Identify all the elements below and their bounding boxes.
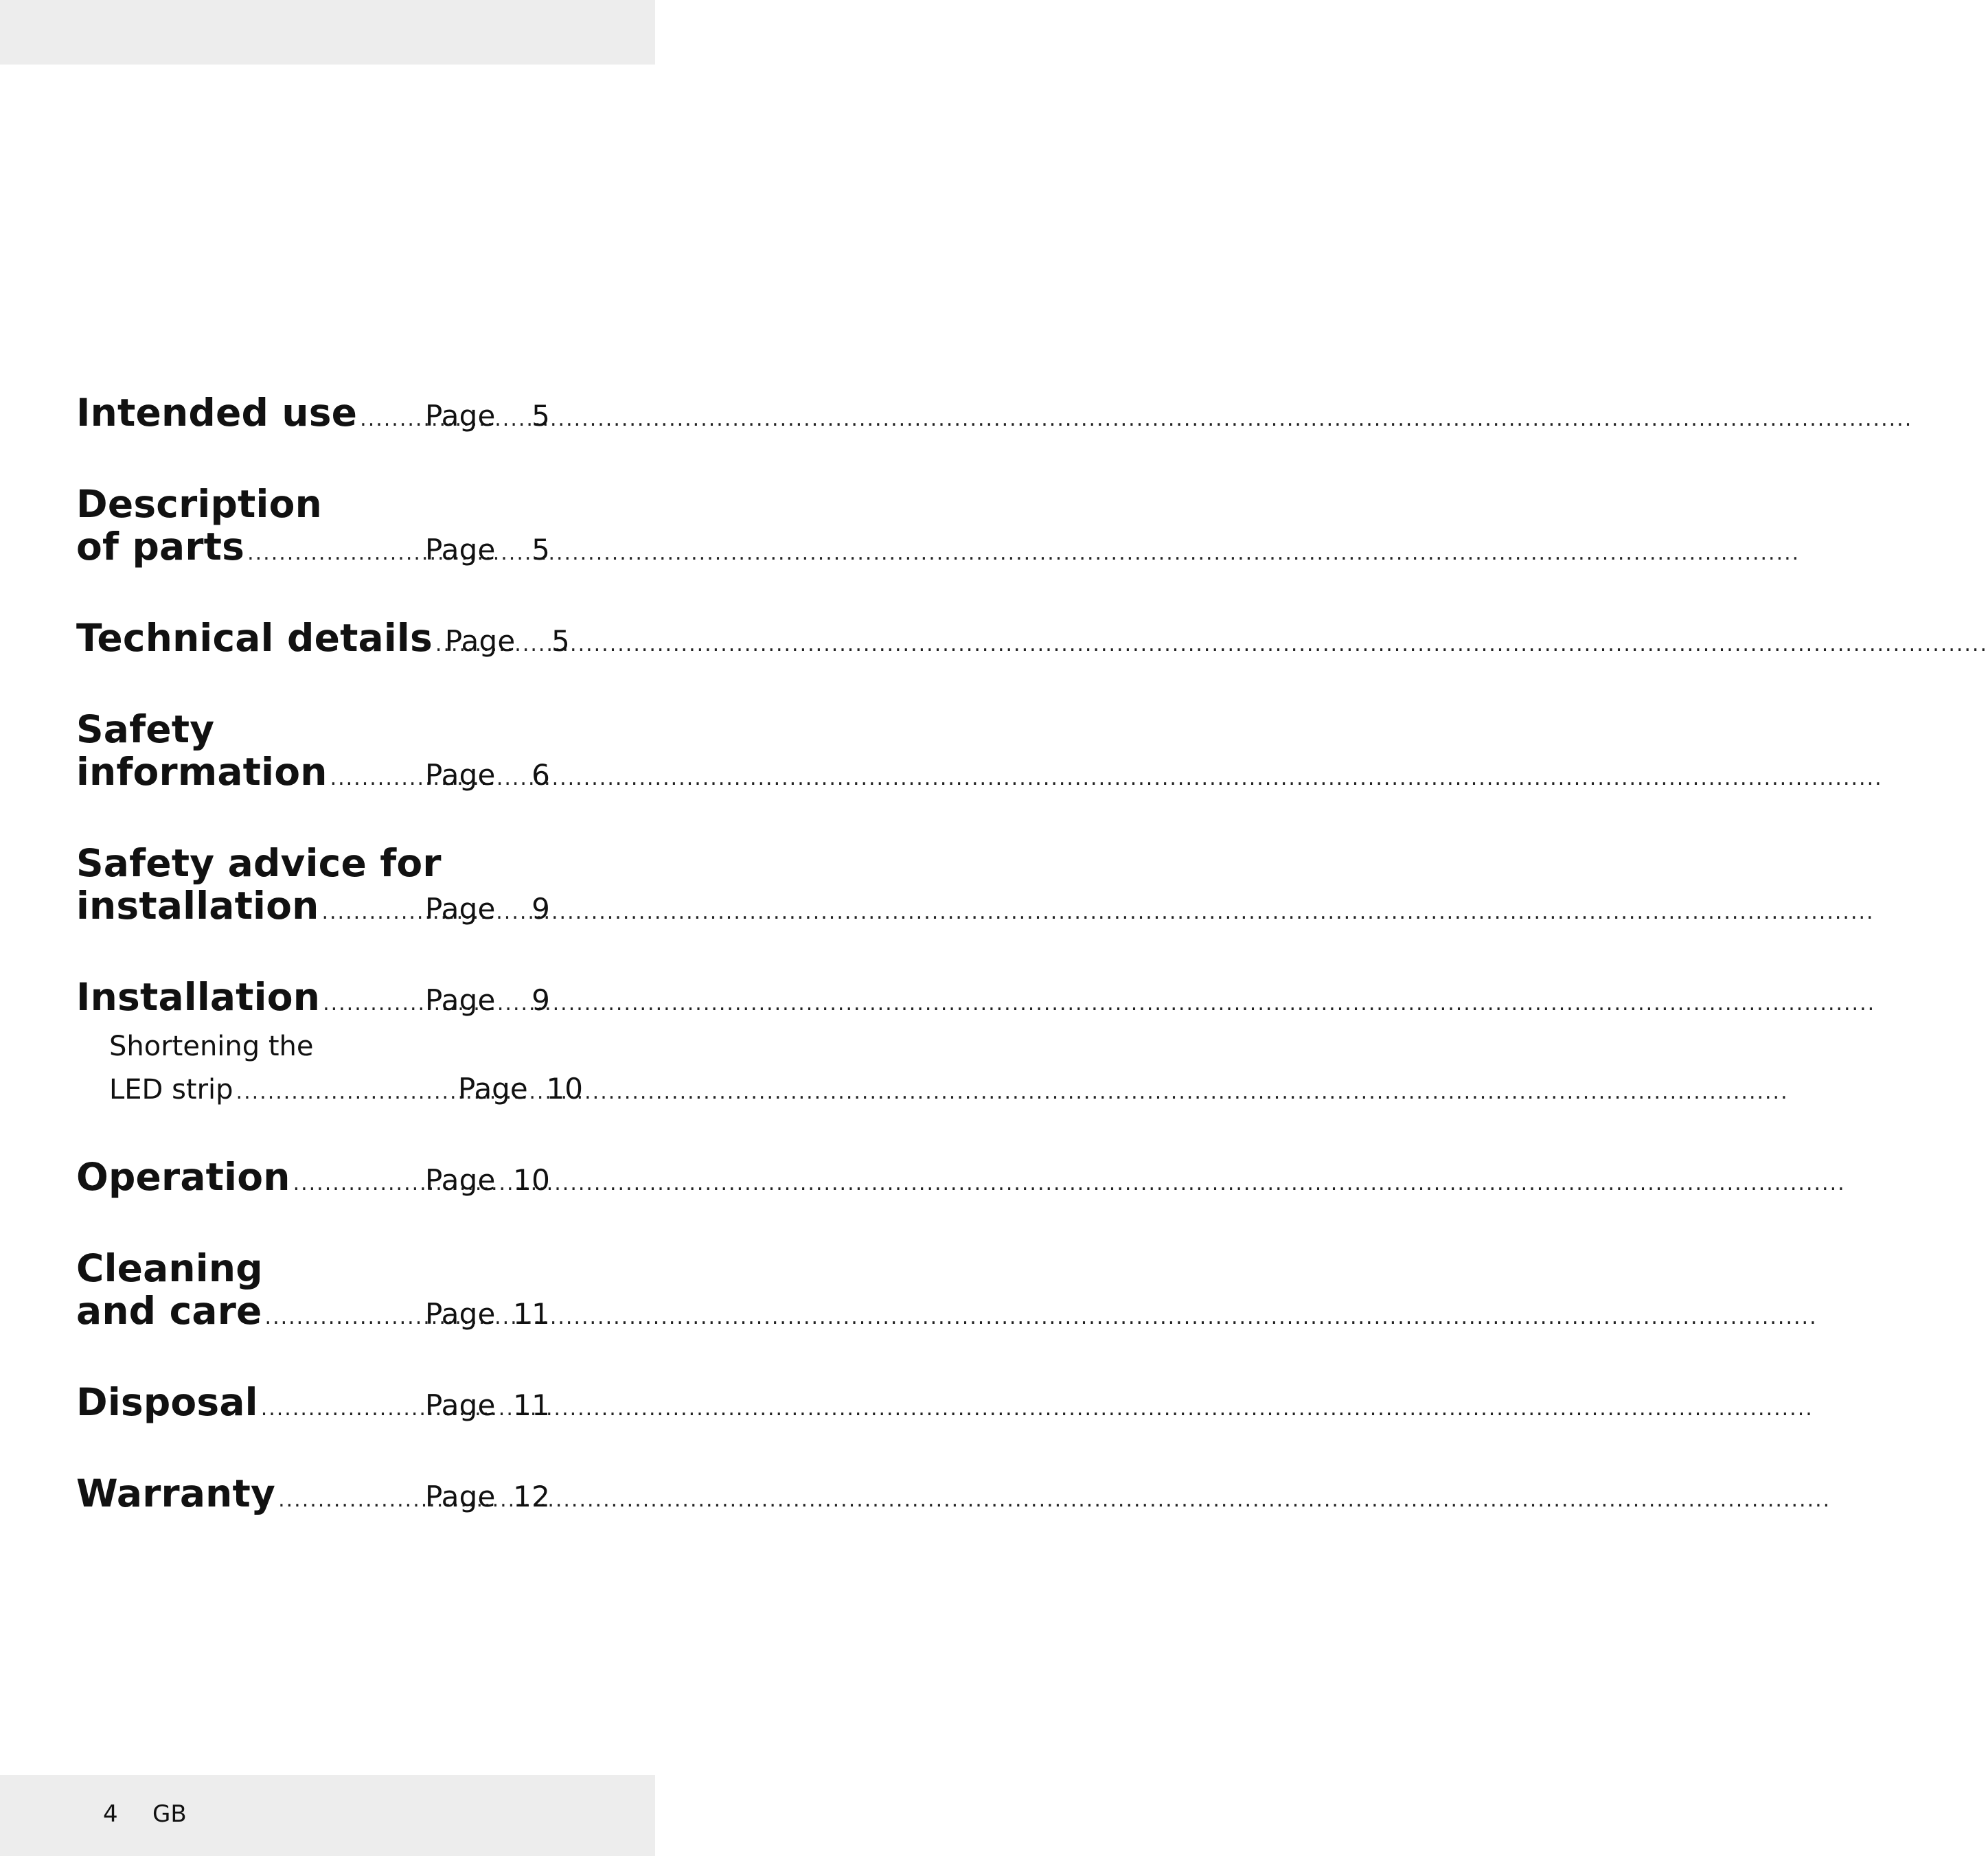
toc-entry-title: information: [76, 750, 328, 794]
page-word: Page: [425, 1163, 496, 1197]
toc-entry-title: Description: [76, 482, 322, 526]
toc-line: [76, 1472, 550, 1522]
toc-entry-intended-use[interactable]: [76, 391, 550, 441]
page-number: 5: [532, 399, 550, 433]
toc-line: [76, 884, 550, 934]
toc-entry-installation[interactable]: [76, 976, 550, 1025]
toc-line: [76, 1156, 550, 1205]
toc-entry-warranty[interactable]: [76, 1472, 550, 1522]
toc-line: [76, 616, 570, 666]
leader-dots: [321, 891, 422, 934]
page-word: Page: [458, 1072, 528, 1105]
page-number: 10: [546, 1072, 583, 1105]
page-number: 11: [513, 1388, 550, 1422]
page-number: 11: [513, 1297, 550, 1331]
toc-line: [76, 842, 550, 884]
toc-entry-title: Safety advice for: [76, 841, 442, 885]
toc-line: [76, 708, 550, 751]
toc-subentry-shortening-led-strip[interactable]: [76, 1025, 583, 1114]
page-number: 6: [532, 758, 550, 792]
page-word: Page: [425, 399, 496, 433]
toc-entry-title: Cleaning: [76, 1246, 263, 1290]
toc-line: [76, 525, 550, 575]
page-word: Page: [425, 1480, 496, 1513]
toc-entry-technical-details[interactable]: [76, 616, 570, 666]
toc-entry-title: Operation: [76, 1155, 290, 1199]
page-word: Page: [425, 1388, 496, 1422]
toc-entry-safety-information[interactable]: [76, 708, 550, 800]
toc-entry-title: Installation: [76, 975, 321, 1019]
page-word: Page: [425, 983, 496, 1017]
top-band: [0, 0, 655, 65]
leader-dots: [236, 1071, 455, 1114]
leader-dots: [293, 1162, 422, 1205]
page-word: Page: [425, 533, 496, 566]
footer-page-number: 4: [103, 1800, 118, 1828]
toc-entry-safety-advice-installation[interactable]: [76, 842, 550, 934]
toc-line: [76, 976, 550, 1025]
leader-dots: [330, 757, 422, 800]
leader-dots: [435, 623, 442, 666]
toc-entry-title: Disposal: [76, 1380, 258, 1424]
page-number: 9: [532, 892, 550, 926]
toc-subentry-title: Shortening the: [109, 1031, 314, 1062]
toc-line: [76, 1068, 583, 1114]
toc-subentry-title: LED strip: [109, 1074, 233, 1105]
leader-dots: [360, 398, 422, 441]
page-word: Page: [425, 1297, 496, 1331]
toc-entry-title: and care: [76, 1289, 262, 1333]
page-number: 9: [532, 983, 550, 1017]
toc-entry-title: Intended use: [76, 391, 358, 435]
toc-entry-title: Technical details: [76, 616, 433, 660]
footer-language-code: GB: [152, 1800, 187, 1828]
leader-dots: [323, 983, 422, 1025]
toc-entry-title: Safety: [76, 707, 215, 751]
table-of-contents: [76, 391, 583, 1522]
toc-entry-title: installation: [76, 884, 319, 928]
toc-entry-cleaning-and-care[interactable]: [76, 1247, 550, 1339]
page-word: Page: [425, 892, 496, 926]
toc-entry-disposal[interactable]: [76, 1381, 550, 1430]
toc-line: [76, 483, 550, 525]
page-number: 12: [513, 1480, 550, 1513]
page-number: 5: [532, 533, 550, 566]
toc-entry-description-of-parts[interactable]: [76, 483, 550, 575]
toc-line: [76, 1247, 550, 1290]
page-word: Page: [444, 624, 516, 658]
toc-line: [76, 1025, 583, 1068]
toc-entry-operation[interactable]: [76, 1156, 550, 1205]
leader-dots: [278, 1479, 422, 1522]
page-number: 10: [513, 1163, 550, 1197]
toc-line: [76, 391, 550, 441]
page-word: Page: [425, 758, 496, 792]
toc-entry-title: of parts: [76, 525, 245, 569]
footer-band: [0, 1775, 655, 1856]
leader-dots: [265, 1296, 422, 1339]
leader-dots: [261, 1388, 422, 1430]
leader-dots: [247, 532, 422, 575]
toc-entry-title: Warranty: [76, 1471, 276, 1515]
toc-line: [76, 751, 550, 800]
toc-line: [76, 1290, 550, 1339]
toc-line: [76, 1381, 550, 1430]
page-number: 5: [551, 624, 570, 658]
